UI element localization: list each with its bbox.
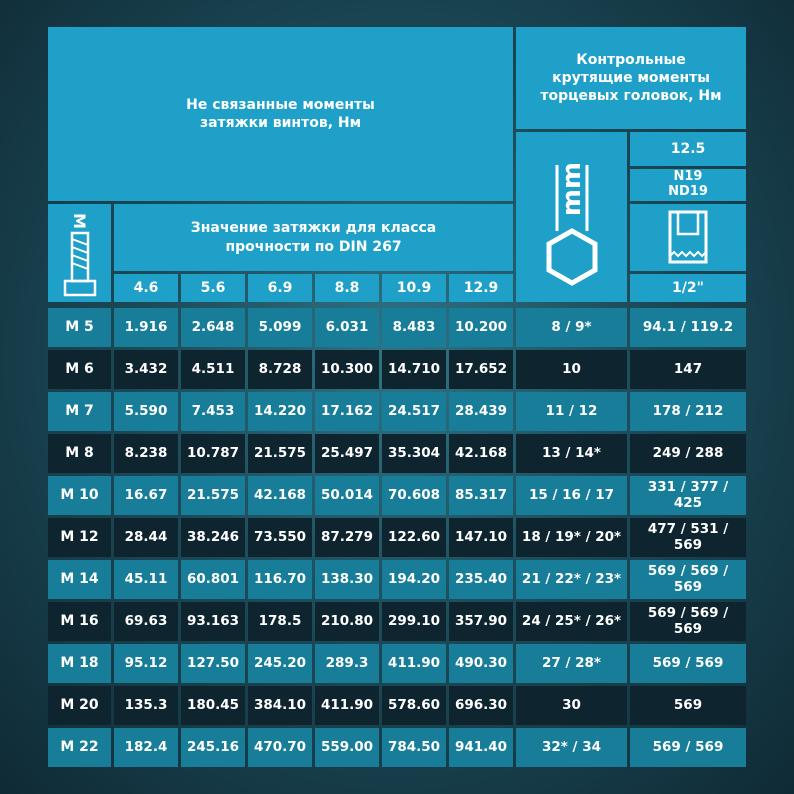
thread-size: M 6 bbox=[48, 350, 111, 389]
torque-value: 384.10 bbox=[248, 686, 312, 725]
torque-value: 10.787 bbox=[181, 434, 245, 473]
thread-size: M 16 bbox=[48, 602, 111, 641]
thread-size: M 10 bbox=[48, 476, 111, 515]
wrench-size: 15 / 16 / 17 bbox=[516, 476, 627, 515]
torque-value: 357.90 bbox=[449, 602, 513, 641]
socket-torque: 569 bbox=[630, 686, 746, 725]
torque-value: 4.511 bbox=[181, 350, 245, 389]
torque-value: 28.44 bbox=[114, 518, 178, 557]
thread-size: M 7 bbox=[48, 392, 111, 431]
torque-value: 10.300 bbox=[315, 350, 379, 389]
torque-value: 24.517 bbox=[382, 392, 446, 431]
socket-torque: 147 bbox=[630, 350, 746, 389]
main-title: Не связанные моменты затяжки винтов, Нм bbox=[48, 27, 513, 201]
torque-value: 289.3 bbox=[315, 644, 379, 683]
torque-value: 70.608 bbox=[382, 476, 446, 515]
torque-value: 25.497 bbox=[315, 434, 379, 473]
wrench-size: 32* / 34 bbox=[516, 728, 627, 767]
socket-icon-cell bbox=[630, 204, 746, 271]
torque-value: 578.60 bbox=[382, 686, 446, 725]
torque-value: 21.575 bbox=[181, 476, 245, 515]
torque-value: 69.63 bbox=[114, 602, 178, 641]
torque-value: 16.67 bbox=[114, 476, 178, 515]
wrench-size: 30 bbox=[516, 686, 627, 725]
torque-value: 87.279 bbox=[315, 518, 379, 557]
wrench-size: 24 / 25* / 26* bbox=[516, 602, 627, 641]
column-header: 10.9 bbox=[382, 274, 446, 302]
torque-value: 42.168 bbox=[449, 434, 513, 473]
torque-value: 138.30 bbox=[315, 560, 379, 599]
socket-torque: 249 / 288 bbox=[630, 434, 746, 473]
wrench-size: 21 / 22* / 23* bbox=[516, 560, 627, 599]
torque-value: 147.10 bbox=[449, 518, 513, 557]
torque-value: 470.70 bbox=[248, 728, 312, 767]
torque-value: 10.200 bbox=[449, 308, 513, 347]
torque-value: 60.801 bbox=[181, 560, 245, 599]
torque-value: 116.70 bbox=[248, 560, 312, 599]
thread-size: M 18 bbox=[48, 644, 111, 683]
torque-value: 6.031 bbox=[315, 308, 379, 347]
torque-value: 194.20 bbox=[382, 560, 446, 599]
column-header: 8.8 bbox=[315, 274, 379, 302]
bolt-icon-cell bbox=[48, 204, 111, 302]
torque-value: 8.238 bbox=[114, 434, 178, 473]
torque-value: 17.162 bbox=[315, 392, 379, 431]
wrench-size: 8 / 9* bbox=[516, 308, 627, 347]
wrench-size: 11 / 12 bbox=[516, 392, 627, 431]
torque-value: 8.728 bbox=[248, 350, 312, 389]
torque-value: 14.710 bbox=[382, 350, 446, 389]
bolt-icon bbox=[57, 207, 103, 299]
torque-value: 235.40 bbox=[449, 560, 513, 599]
hex-wrench-icon-cell bbox=[516, 132, 627, 302]
socket-torque: 178 / 212 bbox=[630, 392, 746, 431]
torque-value: 135.3 bbox=[114, 686, 178, 725]
wrench-size: 18 / 19* / 20* bbox=[516, 518, 627, 557]
torque-value: 5.099 bbox=[248, 308, 312, 347]
torque-value: 35.304 bbox=[382, 434, 446, 473]
torque-value: 7.453 bbox=[181, 392, 245, 431]
torque-value: 2.648 bbox=[181, 308, 245, 347]
torque-value: 559.00 bbox=[315, 728, 379, 767]
socket-icon bbox=[658, 208, 718, 268]
socket-torque: 331 / 377 / 425 bbox=[630, 476, 746, 515]
torque-value: 28.439 bbox=[449, 392, 513, 431]
wrench-size: 10 bbox=[516, 350, 627, 389]
thread-size: M 5 bbox=[48, 308, 111, 347]
torque-value: 490.30 bbox=[449, 644, 513, 683]
thread-size: M 14 bbox=[48, 560, 111, 599]
drive-size: 1/2" bbox=[630, 274, 746, 302]
torque-value: 1.916 bbox=[114, 308, 178, 347]
thread-size: M 22 bbox=[48, 728, 111, 767]
subtitle: Значение затяжки для класса прочности по DIN 267 bbox=[114, 204, 513, 271]
torque-value: 941.40 bbox=[449, 728, 513, 767]
thread-size: M 8 bbox=[48, 434, 111, 473]
mm-label: mm bbox=[556, 161, 587, 217]
torque-value: 122.60 bbox=[382, 518, 446, 557]
torque-value: 14.220 bbox=[248, 392, 312, 431]
socket-torque: 569 / 569 bbox=[630, 644, 746, 683]
socket-torque: 477 / 531 / 569 bbox=[630, 518, 746, 557]
torque-value: 42.168 bbox=[248, 476, 312, 515]
torque-value: 210.80 bbox=[315, 602, 379, 641]
column-header: 4.6 bbox=[114, 274, 178, 302]
socket-torque: 569 / 569 / 569 bbox=[630, 560, 746, 599]
column-header: 6.9 bbox=[248, 274, 312, 302]
torque-value: 8.483 bbox=[382, 308, 446, 347]
torque-value: 50.014 bbox=[315, 476, 379, 515]
socket-codes: N19 ND19 bbox=[630, 169, 746, 201]
socket-torque: 94.1 / 119.2 bbox=[630, 308, 746, 347]
socket-title: Контрольные крутящие моменты торцевых головок, Нм bbox=[516, 27, 746, 129]
torque-value: 5.590 bbox=[114, 392, 178, 431]
wrench-size: 13 / 14* bbox=[516, 434, 627, 473]
torque-value: 45.11 bbox=[114, 560, 178, 599]
torque-value: 245.16 bbox=[181, 728, 245, 767]
thread-size: M 12 bbox=[48, 518, 111, 557]
hex-nut-icon bbox=[537, 147, 607, 287]
torque-value: 178.5 bbox=[248, 602, 312, 641]
torque-value: 85.317 bbox=[449, 476, 513, 515]
thread-size: M 20 bbox=[48, 686, 111, 725]
torque-value: 95.12 bbox=[114, 644, 178, 683]
torque-value: 245.20 bbox=[248, 644, 312, 683]
torque-value: 73.550 bbox=[248, 518, 312, 557]
torque-value: 93.163 bbox=[181, 602, 245, 641]
torque-value: 784.50 bbox=[382, 728, 446, 767]
column-header: 5.6 bbox=[181, 274, 245, 302]
torque-value: 411.90 bbox=[315, 686, 379, 725]
torque-value: 17.652 bbox=[449, 350, 513, 389]
socket-torque: 569 / 569 / 569 bbox=[630, 602, 746, 641]
column-header: 12.9 bbox=[449, 274, 513, 302]
torque-value: 182.4 bbox=[114, 728, 178, 767]
torque-value: 38.246 bbox=[181, 518, 245, 557]
wrench-size: 27 / 28* bbox=[516, 644, 627, 683]
torque-value: 21.575 bbox=[248, 434, 312, 473]
m-label: M bbox=[69, 213, 89, 229]
torque-value: 127.50 bbox=[181, 644, 245, 683]
torque-value: 299.10 bbox=[382, 602, 446, 641]
torque-value: 3.432 bbox=[114, 350, 178, 389]
socket-torque: 569 / 569 bbox=[630, 728, 746, 767]
torque-value: 696.30 bbox=[449, 686, 513, 725]
torque-value: 180.45 bbox=[181, 686, 245, 725]
socket-size: 12.5 bbox=[630, 132, 746, 166]
torque-value: 411.90 bbox=[382, 644, 446, 683]
